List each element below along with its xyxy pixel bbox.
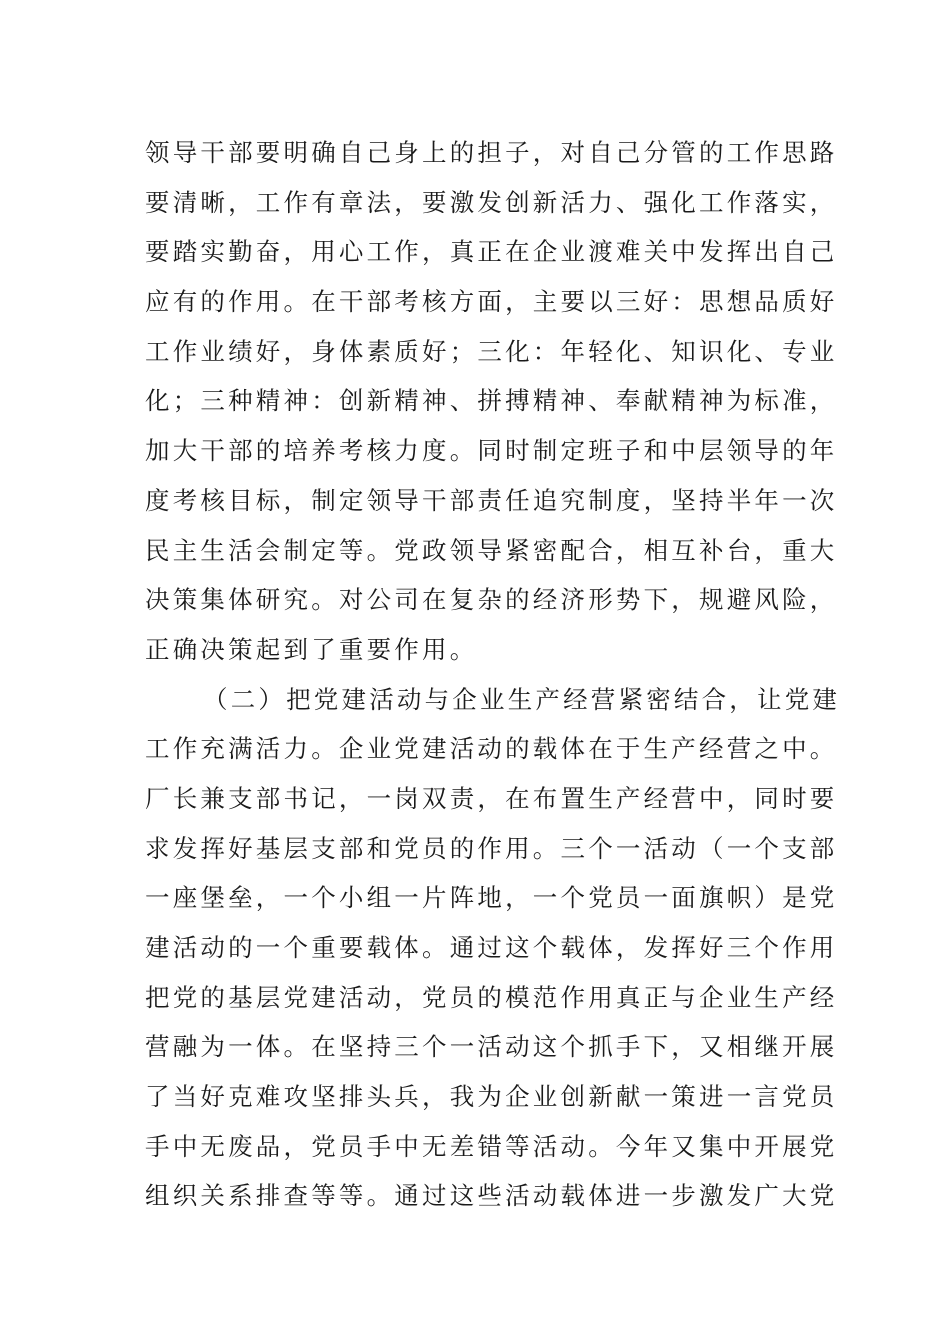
text-line-17: 建活动的一个重要载体。通过这个载体，发挥好三个作用	[145, 933, 838, 962]
text-line-18: 把党的基层党建活动，党员的模范作用真正与企业生产经	[145, 982, 838, 1012]
paragraph-end-line: 正确决策起到了重要作用。	[145, 634, 478, 664]
text-line-1: 领导干部要明确自己身上的担子，对自己分管的工作思路	[145, 138, 838, 167]
text-line-4: 应有的作用。在干部考核方面，主要以三好：思想品质好	[145, 287, 838, 317]
text-line-7: 加大干部的培养考核力度。同时制定班子和中层领导的年	[145, 436, 838, 466]
text-line-21: 手中无废品，党员手中无差错等活动。今年又集中开展党	[145, 1131, 838, 1161]
text-line-6: 化；三种精神：创新精神、拼搏精神、奉献精神为标准，	[145, 386, 838, 416]
text-line-2: 要清晰，工作有章法，要激发创新活力、强化工作落实，	[145, 187, 838, 217]
section-heading-line: （二）把党建活动与企业生产经营紧密结合，让党建	[203, 684, 841, 714]
text-line-20: 了当好克难攻坚排头兵，我为企业创新献一策进一言党员	[145, 1082, 838, 1112]
text-line-14: 厂长兼支部书记，一岗双责，在布置生产经营中，同时要	[145, 783, 838, 813]
text-line-13: 工作充满活力。企业党建活动的载体在于生产经营之中。	[145, 734, 838, 764]
text-line-15: 求发挥好基层支部和党员的作用。三个一活动（一个支部	[145, 833, 838, 863]
text-line-16: 一座堡垒，一个小组一片阵地，一个党员一面旗帜）是党	[145, 883, 838, 913]
text-line-22: 组织关系排查等等。通过这些活动载体进一步激发广大党	[145, 1181, 838, 1211]
document-body	[145, 128, 841, 1221]
text-line-3: 要踏实勤奋，用心工作，真正在企业渡难关中发挥出自己	[145, 237, 838, 267]
text-line-5: 工作业绩好，身体素质好；三化：年轻化、知识化、专业	[145, 336, 838, 366]
text-line-8: 度考核目标，制定领导干部责任追究制度，坚持半年一次	[145, 485, 838, 515]
text-line-10: 决策集体研究。对公司在复杂的经济形势下，规避风险，	[145, 585, 838, 615]
text-line-19: 营融为一体。在坚持三个一活动这个抓手下，又相继开展	[145, 1032, 838, 1062]
text-line-9: 民主生活会制定等。党政领导紧密配合，相互补台，重大	[145, 535, 838, 565]
